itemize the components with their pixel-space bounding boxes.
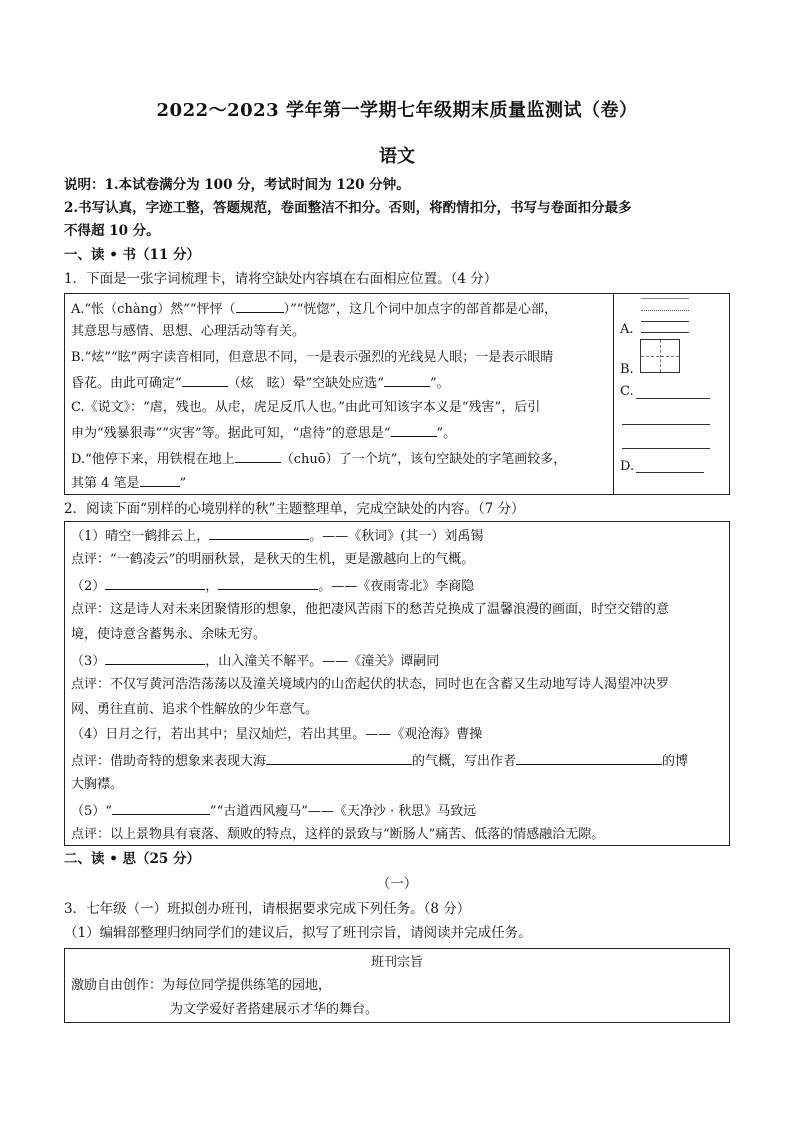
q1-card-left-cell (65, 294, 614, 494)
q1-c-blank[interactable] (391, 423, 437, 437)
q3-prompt: 3．七年级（一）班拟创办班刊，请根据要求完成下列任务。（8 分） (64, 901, 471, 917)
q2-comment-3-line2: 网、勇往直前、追求个性解放的少年意气。 (71, 702, 319, 717)
answer-line-d[interactable] (636, 472, 704, 473)
q1-item-b-line2: 昏花。由此可确定“ （炫 眩）晕”空缺处应选“ ”。 (71, 373, 450, 392)
q1-item-d-line1: D.“他停下来，用铁棍在地上 （chuō）了一个坑”，该句空缺处的字笔画较多， (71, 449, 566, 468)
answer-label-d: D. (620, 459, 635, 474)
purpose-line-1: 激励自由创作：为每位同学提供练笔的园地， (71, 978, 332, 993)
q2-line-2: （2） ， 。——《夜雨寄北》李商隐 (71, 576, 474, 595)
q2-blank-4b[interactable] (516, 751, 662, 765)
section2-part-label: （一） (376, 876, 418, 892)
q2-comment-5: 点评：以上景物具有衰落、颓败的特点，这样的景致与“断肠人”痛苦、低落的情感融洽无隙。 (71, 827, 605, 842)
subject-title: 语文 (379, 146, 415, 167)
q1-answer-column (614, 294, 729, 494)
pinyin-answer-line[interactable] (641, 321, 689, 322)
exam-title: 2022～2023 学年第一学期七年级期末质量监测试（卷） (156, 100, 638, 121)
answer-line-c-2[interactable] (622, 424, 710, 425)
q2-comment-2-line1: 点评：这是诗人对未来团聚情形的想象，他把凄风苦雨下的愁苦兑换成了温馨浪漫的画面，时空交错的意 (71, 602, 670, 617)
q1-item-b-line1: B.“炫”“眩”两字读音相同，但意思不同，一是表示强烈的光线晃人眼；一是表示眼睛 (71, 350, 554, 365)
answer-label-b: B. (620, 362, 634, 377)
pinyin-top-line (641, 298, 689, 299)
instruction-line-1: 说明：1.本试卷满分为 100 分，考试时间为 120 分钟。 (64, 177, 410, 193)
q1-a-blank[interactable] (236, 299, 284, 313)
q3-sub1: （1）编辑部整理归纳同学们的建议后，拟写了班刊宗旨，请阅读并完成任务。 (64, 925, 532, 941)
q2-line-4: （4）日月之行，若出其中；星汉灿烂，若出其里。——《观沧海》曹操 (71, 727, 483, 742)
q2-blank-2a[interactable] (105, 576, 205, 590)
q1-d-blank-2[interactable] (140, 473, 180, 487)
q1-d-blank-1[interactable] (235, 449, 281, 463)
q1-item-a-line2: 其意思与感情、思想、心理活动等有关。 (71, 324, 306, 339)
q1-prompt: 1．下面是一张字词梳理卡，请将空缺处内容填在右面相应位置。（4 分） (64, 271, 498, 287)
answer-label-c: C. (620, 384, 634, 399)
section2-heading: 二、读 • 思（25 分） (64, 851, 201, 867)
q1-item-d-line2: 其第 4 笔是 ” (71, 473, 186, 492)
q1-b-blank-1[interactable] (182, 373, 228, 387)
pinyin-bottom-line (641, 332, 689, 333)
section1-heading: 一、读 • 书（11 分） (64, 247, 201, 263)
q2-line-1: （1）晴空一鹤排云上， 。——《秋词》(其一）刘禹锡 (71, 526, 483, 545)
purpose-box-title: 班刊宗旨 (370, 955, 423, 970)
pinyin-dotted-line (641, 310, 689, 311)
instruction-line-2: 2.书写认真，字迹工整，答题规范，卷面整洁不扣分。否则，将酌情扣分，书写与卷面扣分最多 (64, 200, 632, 216)
q2-prompt: 2．阅读下面“别样的心境别样的秋”主题整理单，完成空缺处的内容。（7 分） (64, 501, 525, 517)
q2-comment-1: 点评：“一鹤凌云”的明丽秋景，是秋天的生机，更是激越向上的气概。 (71, 552, 475, 567)
answer-line-c-3[interactable] (622, 448, 710, 449)
q1-item-c-line1: C.《说文》：“虐，残也。从虍，虎足反爪人也。”由此可知该字本义是“残害”，后引 (71, 400, 541, 415)
q2-comment-4-line2: 大胸襟。 (71, 777, 124, 792)
q2-blank-1[interactable] (209, 526, 309, 540)
q2-theme-sheet (64, 521, 730, 846)
tianzige-box[interactable] (640, 339, 680, 373)
q2-comment-4-line1: 点评：借助奇特的想象来表现大海 的气概，写出作者 的博 (71, 751, 688, 770)
tianzige-horizontal-guide (641, 356, 679, 357)
instruction-line-3: 不得超 10 分。 (64, 223, 160, 239)
q1-item-c-line2: 申为“残暴狠毒”“灾害”等。据此可知，“虐待”的意思是“ ”。 (71, 423, 456, 442)
answer-line-c-1[interactable] (636, 398, 710, 399)
q2-blank-5[interactable] (112, 801, 210, 815)
class-journal-purpose-box (64, 948, 730, 1023)
q2-line-3: （3） ，山入潼关不解平。——《潼关》谭嗣同 (71, 651, 439, 670)
purpose-line-2: 为文学爱好者搭建展示才华的舞台。 (170, 1002, 379, 1017)
q2-blank-3[interactable] (105, 651, 205, 665)
answer-label-a: A. (620, 322, 634, 337)
q2-blank-4a[interactable] (266, 751, 412, 765)
q1-word-card-table (64, 293, 730, 495)
q2-comment-2-line2: 境，使诗意含蓄隽永、余味无穷。 (71, 627, 267, 642)
q2-line-5: （5）“ ”“古道西风瘦马”——《天净沙 · 秋思》马致远 (71, 801, 476, 820)
q1-b-blank-2[interactable] (384, 373, 430, 387)
q1-item-a-line1: A.“怅（chàng）然”“怦怦（ ）”“恍惚”，这几个词中加点字的部首都是心部， (71, 299, 557, 318)
q2-comment-3-line1: 点评：不仅写黄河浩浩荡荡以及潼关境域内的山峦起伏的状态，同时也在含蓄又生动地写诗人渴望冲决罗 (71, 677, 670, 692)
q2-blank-2b[interactable] (218, 576, 318, 590)
